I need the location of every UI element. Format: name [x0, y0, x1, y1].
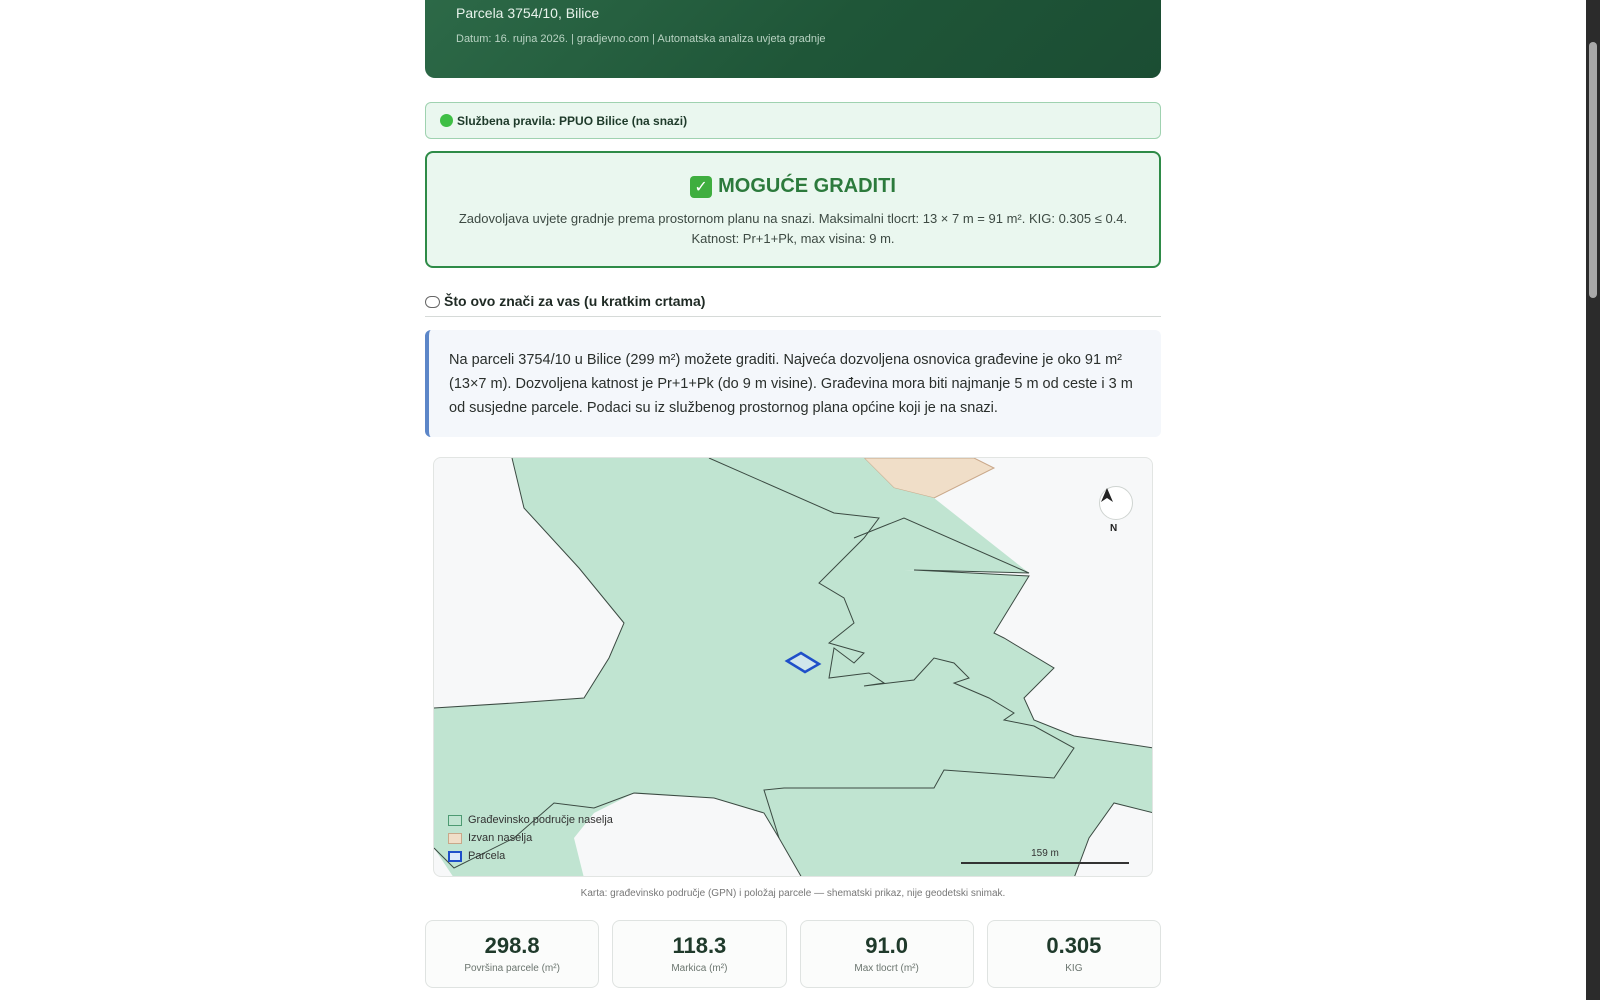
scrollbar-thumb[interactable]: [1589, 42, 1597, 298]
verdict-text: Zadovoljava uvjete gradnje prema prostornom planu na snazi. Maksimalni tlocrt: 13 × 7 m = 91 m². KIG: 0.305 ≤ 0.4. Katnost: Pr+1+Pk, max visina: 9 m.: [458, 211, 1128, 246]
legend-swatch-parcel: [448, 851, 462, 862]
stat-label: Površina parcele (m²): [464, 963, 560, 974]
legend-label: Građevinsko područje naselja: [468, 814, 613, 826]
legend-label: Parcela: [468, 850, 506, 862]
north-arrow-icon: [1100, 487, 1114, 503]
stat-value: 118.3: [672, 933, 727, 958]
scale-bar: [961, 848, 1129, 864]
stat-card-markica: [612, 920, 786, 988]
verdict-card: [425, 151, 1161, 268]
stat-label: Markica (m²): [671, 963, 728, 974]
speech-bubble-icon: [425, 296, 440, 308]
map-caption: Karta: građevinsko područje (GPN) i položaj parcele — shematski prikaz, nije geodetski snimak.: [580, 888, 1006, 899]
scale-label: 159 m: [1031, 848, 1059, 859]
checkmark-icon: ✓: [690, 176, 712, 198]
stat-value: 0.305: [1046, 933, 1102, 958]
report-meta: Datum: 16. rujna 2026. | gradjevno.com | Automatska analiza uvjeta gradnje: [456, 33, 826, 45]
stat-label: KIG: [1065, 963, 1083, 974]
stat-card-max-footprint: [800, 920, 974, 988]
stats-row: [425, 920, 1161, 988]
stat-card-kig: [987, 920, 1161, 988]
legend-label: Izvan naselja: [468, 832, 533, 844]
verdict-title: [427, 175, 1159, 198]
verdict-title-text: MOGUĆE GRADITI: [718, 175, 896, 197]
parcel-title: Parcela 3754/10, Bilice: [456, 5, 600, 21]
stat-card-area: [425, 920, 599, 988]
stat-label: Max tlocrt (m²): [854, 963, 919, 974]
legend-swatch-building-zone: [448, 815, 462, 826]
north-label: N: [1110, 523, 1118, 534]
legend-item: [448, 847, 613, 865]
section-heading: [425, 293, 1161, 317]
stat-value: 91.0: [865, 933, 909, 958]
scale-line: [961, 862, 1129, 864]
stat-value: 298.8: [484, 933, 540, 958]
map-legend: [448, 811, 613, 865]
legend-swatch-outside: [448, 833, 462, 844]
legend-item: [448, 829, 613, 847]
section-heading-text: Što ovo znači za vas (u kratkim crtama): [444, 293, 706, 309]
rules-badge: [425, 102, 1161, 139]
zoning-map[interactable]: [433, 457, 1153, 877]
explanation-box: Na parceli 3754/10 u Bilice (299 m²) možete graditi. Najveća dozvoljena osnovica građevine je oko 91 m² (13×7 m). Dozvoljena katnost je Pr+1+Pk (do 9 m visine). Građevina mora biti najmanje 5 m od ceste i 3 m od susjedne parcele. Podaci su iz službenog prostornog plana općine koji je na snazi.: [425, 330, 1161, 437]
vertical-scrollbar[interactable]: [1586, 0, 1600, 1000]
north-arrow: [1099, 486, 1133, 520]
green-dot-icon: [440, 114, 453, 127]
report-header: [425, 0, 1161, 78]
rules-badge-label: Službena pravila: PPUO Bilice (na snazi): [457, 113, 688, 128]
legend-item: [448, 811, 613, 829]
